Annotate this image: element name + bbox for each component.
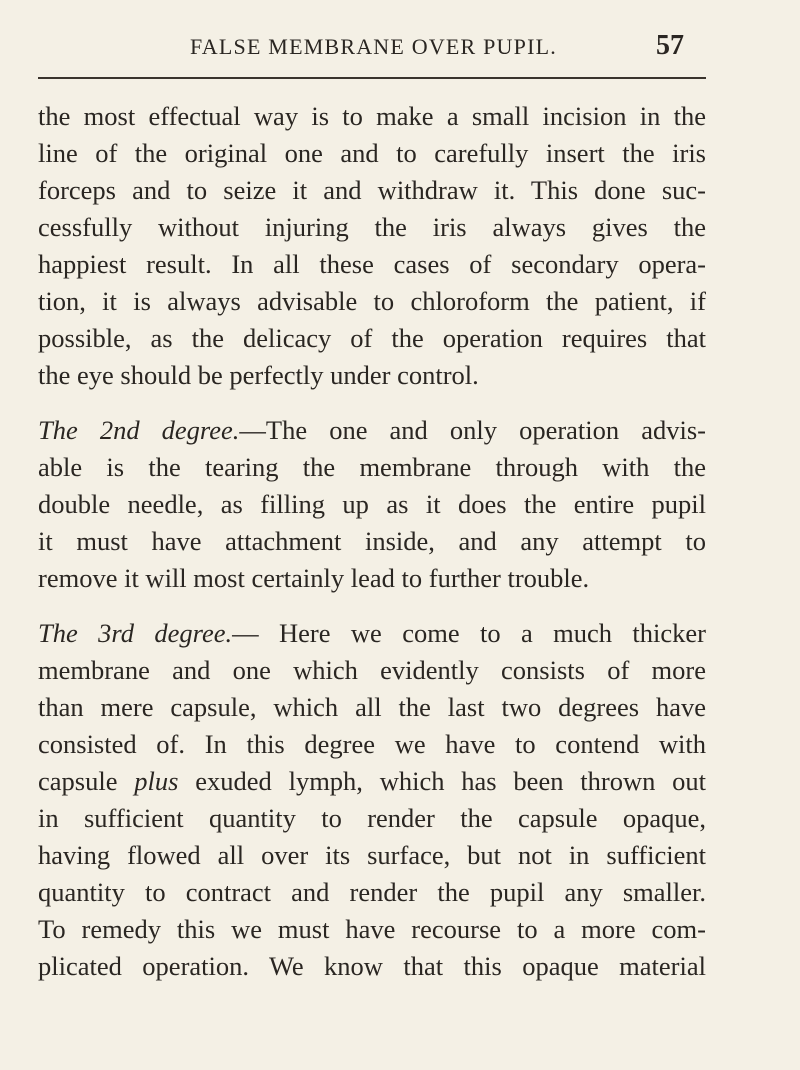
paragraph-2nd-degree xyxy=(38,412,706,597)
text-line-rest: — Here we come to a much thicker xyxy=(232,618,706,648)
section-heading-2nd-degree: The 2nd degree. xyxy=(38,415,240,445)
text-line: consisted of. In this degree we have to contend with xyxy=(38,729,706,759)
italic-word-plus: plus xyxy=(134,766,179,796)
text-line: the most effectual way is to make a small incision in the xyxy=(38,101,706,131)
text-line: double needle, as filling up as it does the entire pupil xyxy=(38,489,706,519)
text-line: remove it will most certainly lead to further trouble. xyxy=(38,563,590,593)
text-line: quantity to contract and render the pupil any smaller. xyxy=(38,877,706,907)
page-number: 57 xyxy=(656,30,684,61)
text-line: tion, it is always advisable to chloroform the patient, if xyxy=(38,286,706,316)
text-line: the eye should be perfectly under control. xyxy=(38,360,479,390)
text-fragment: capsule xyxy=(38,766,135,796)
paragraph-3rd-degree xyxy=(38,615,706,985)
text-line: happiest result. In all these cases of secondary opera- xyxy=(38,249,706,279)
text-line: it must have attachment inside, and any attempt to xyxy=(38,526,706,556)
header-rule xyxy=(38,77,706,79)
section-heading-3rd-degree: The 3rd degree. xyxy=(38,618,233,648)
running-title: FALSE MEMBRANE OVER PUPIL. xyxy=(190,34,557,59)
text-line xyxy=(38,412,706,449)
text-line: in sufficient quantity to render the capsule opaque, xyxy=(38,803,706,833)
text-line: membrane and one which evidently consists of more xyxy=(38,655,706,685)
text-line: plicated operation. We know that this opaque material xyxy=(38,951,706,981)
text-line: line of the original one and to carefully insert the iris xyxy=(38,138,706,168)
text-line xyxy=(38,763,706,800)
text-fragment: exuded lymph, which has been thrown out xyxy=(178,766,706,796)
text-line: forceps and to seize it and withdraw it. This done suc- xyxy=(38,175,706,205)
text-line xyxy=(38,615,706,652)
text-line: than mere capsule, which all the last two degrees have xyxy=(38,692,706,722)
paragraph-1 xyxy=(38,98,706,394)
text-line: cessfully without injuring the iris always gives the xyxy=(38,212,706,242)
text-line: possible, as the delicacy of the operation requires that xyxy=(38,323,706,353)
running-head xyxy=(0,30,800,64)
text-line-rest: —The one and only operation advis- xyxy=(239,415,706,445)
text-line: having flowed all over its surface, but not in sufficient xyxy=(38,840,706,870)
text-line: To remedy this we must have recourse to a more com- xyxy=(38,914,706,944)
body-text xyxy=(38,98,706,985)
text-line: able is the tearing the membrane through with the xyxy=(38,452,706,482)
